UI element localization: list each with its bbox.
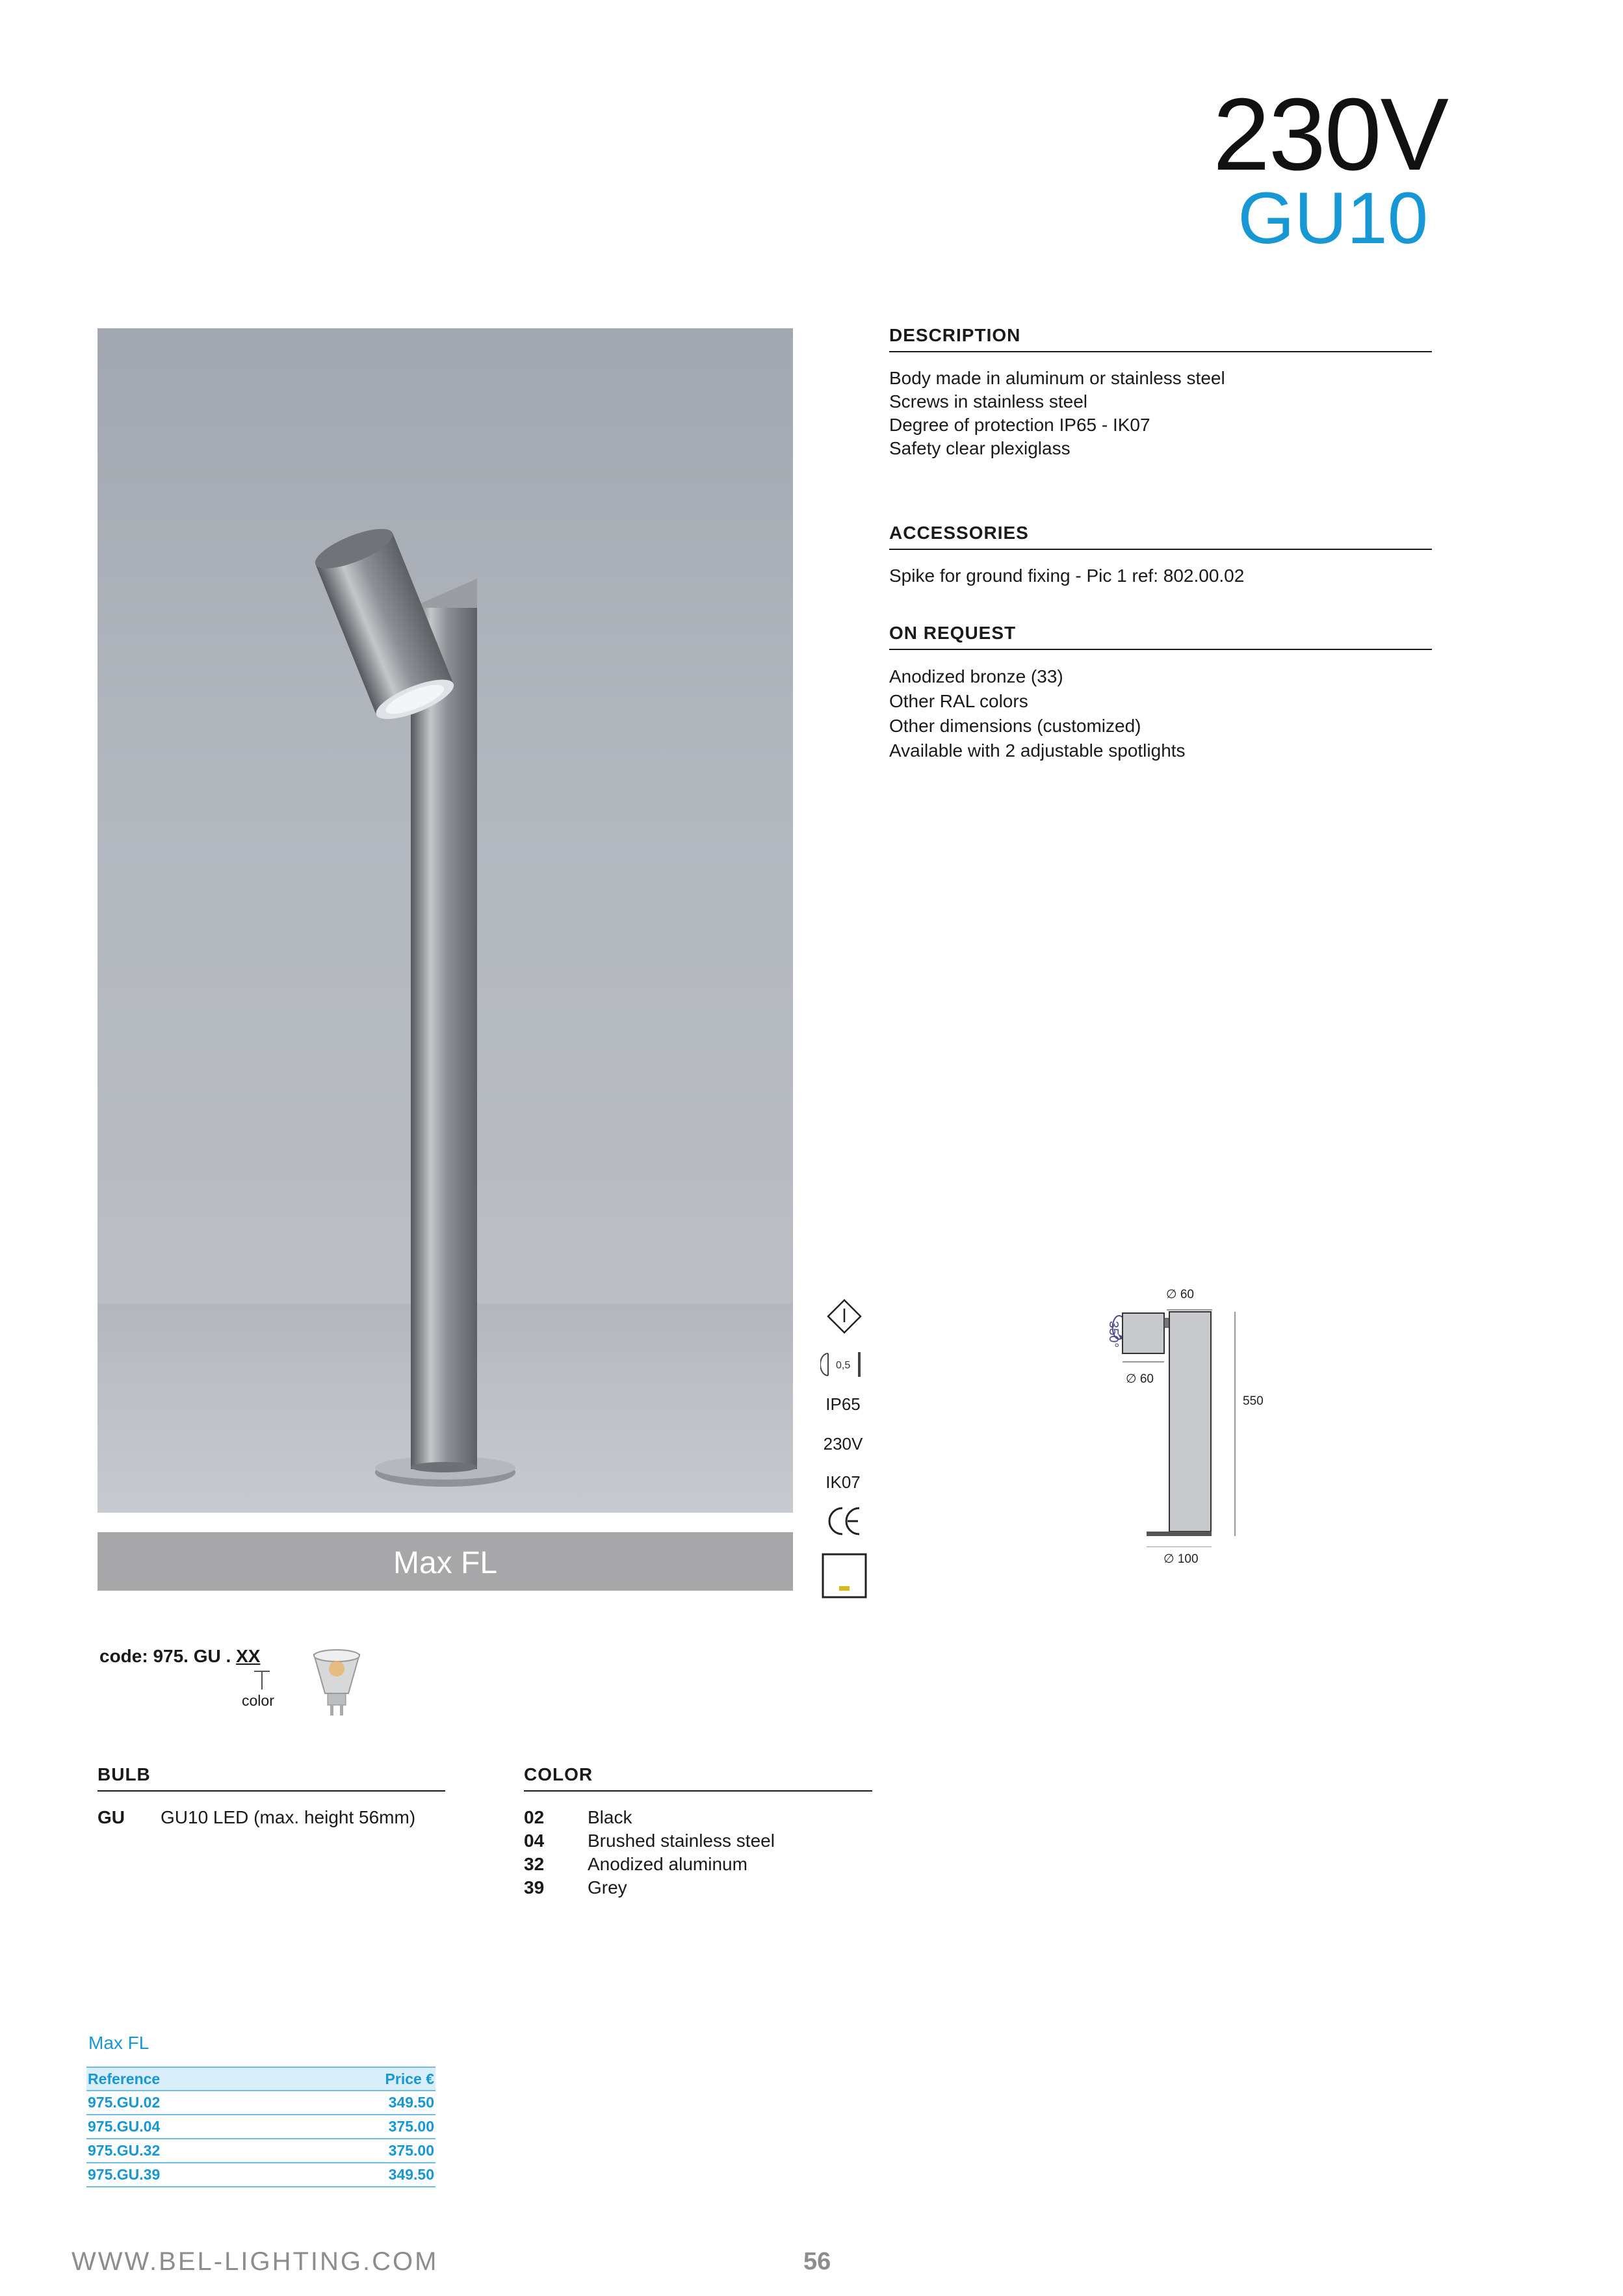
row-reference: 975.GU.39 xyxy=(88,2166,161,2183)
dim-head-side-label: ∅ 60 xyxy=(1126,1372,1154,1386)
price-table-header xyxy=(86,2067,435,2091)
bulb-section xyxy=(97,1764,445,1829)
color-section xyxy=(524,1764,872,1899)
row-reference: 975.GU.32 xyxy=(88,2142,161,2159)
dimension-drawing xyxy=(1066,1274,1287,1547)
voltage-rating: 230V xyxy=(823,1434,863,1454)
on-request-section xyxy=(889,623,1432,763)
table-row xyxy=(86,2091,435,2115)
accessories-title: ACCESSORIES xyxy=(889,523,1432,550)
product-caption-bar xyxy=(97,1532,793,1591)
installation-warning-icon xyxy=(827,1299,862,1334)
distance-label: 0,5 xyxy=(836,1360,851,1371)
color-code: 32 xyxy=(524,1854,545,1874)
led-light-icon xyxy=(821,1552,868,1599)
code-legend-connector xyxy=(249,1669,275,1691)
color-row xyxy=(524,1876,872,1899)
bulb-code: GU xyxy=(97,1807,125,1827)
socket-heading: GU10 xyxy=(1238,177,1428,259)
price-table-title: Max FL xyxy=(88,2033,149,2053)
dim-head-top-label: ∅ 60 xyxy=(1166,1288,1194,1301)
price-table xyxy=(86,2067,435,2187)
header-price: Price € xyxy=(385,2070,434,2087)
bulb-label: GU10 LED (max. height 56mm) xyxy=(161,1807,416,1827)
color-label: Black xyxy=(588,1807,632,1827)
page-number: 56 xyxy=(803,2248,831,2275)
color-code: 02 xyxy=(524,1807,545,1827)
row-reference: 975.GU.04 xyxy=(88,2118,161,2135)
dim-height-label: 550 xyxy=(1243,1394,1264,1408)
product-code xyxy=(99,1646,260,1667)
bulb-title: BULB xyxy=(97,1764,445,1792)
bulb-row xyxy=(97,1806,445,1829)
on-request-title: ON REQUEST xyxy=(889,623,1432,650)
description-section xyxy=(889,325,1432,460)
table-row xyxy=(86,2163,435,2187)
color-title: COLOR xyxy=(524,1764,872,1792)
color-label: Brushed stainless steel xyxy=(588,1831,775,1851)
ik-rating: IK07 xyxy=(825,1472,861,1492)
color-row xyxy=(524,1806,872,1829)
row-reference: 975.GU.02 xyxy=(88,2094,161,2111)
dim-rotation-label: 350° xyxy=(1106,1321,1121,1348)
product-code-prefix: code: 975. GU . xyxy=(99,1646,237,1666)
header-reference: Reference xyxy=(88,2070,161,2087)
row-price: 375.00 xyxy=(388,2118,434,2135)
color-code: 04 xyxy=(524,1831,545,1851)
ip-rating: IP65 xyxy=(825,1394,861,1414)
website-link[interactable]: WWW.BEL-LIGHTING.COM xyxy=(71,2247,439,2276)
product-caption: Max FL xyxy=(393,1546,498,1580)
on-request-line: Anodized bronze (33) xyxy=(889,666,1063,686)
on-request-line: Available with 2 adjustable spotlights xyxy=(889,740,1186,761)
ce-mark-icon xyxy=(827,1504,863,1538)
bulb-icon xyxy=(311,1648,363,1719)
description-line: Safety clear plexiglass xyxy=(889,438,1071,458)
color-label: Grey xyxy=(588,1877,627,1898)
table-row xyxy=(86,2115,435,2139)
color-row xyxy=(524,1829,872,1853)
table-row xyxy=(86,2139,435,2163)
description-line: Screws in stainless steel xyxy=(889,391,1088,411)
voltage-heading: 230V xyxy=(1212,77,1448,192)
row-price: 375.00 xyxy=(388,2142,434,2159)
distance-icon xyxy=(820,1351,866,1383)
color-code: 39 xyxy=(524,1877,545,1898)
code-legend-color: color xyxy=(242,1692,274,1709)
description-line: Degree of protection IP65 - IK07 xyxy=(889,415,1150,435)
on-request-line: Other RAL colors xyxy=(889,691,1028,711)
product-code-color-slot: XX xyxy=(236,1646,261,1666)
color-row xyxy=(524,1853,872,1876)
description-title: DESCRIPTION xyxy=(889,325,1432,352)
dim-base-label: ∅ 100 xyxy=(1163,1552,1199,1566)
color-label: Anodized aluminum xyxy=(588,1854,747,1874)
row-price: 349.50 xyxy=(388,2166,434,2183)
description-line: Body made in aluminum or stainless steel xyxy=(889,368,1225,388)
row-price: 349.50 xyxy=(388,2094,434,2111)
accessories-line: Spike for ground fixing - Pic 1 ref: 802.00.02 xyxy=(889,566,1245,586)
on-request-line: Other dimensions (customized) xyxy=(889,716,1141,736)
product-photo xyxy=(97,328,793,1513)
accessories-section xyxy=(889,523,1432,588)
